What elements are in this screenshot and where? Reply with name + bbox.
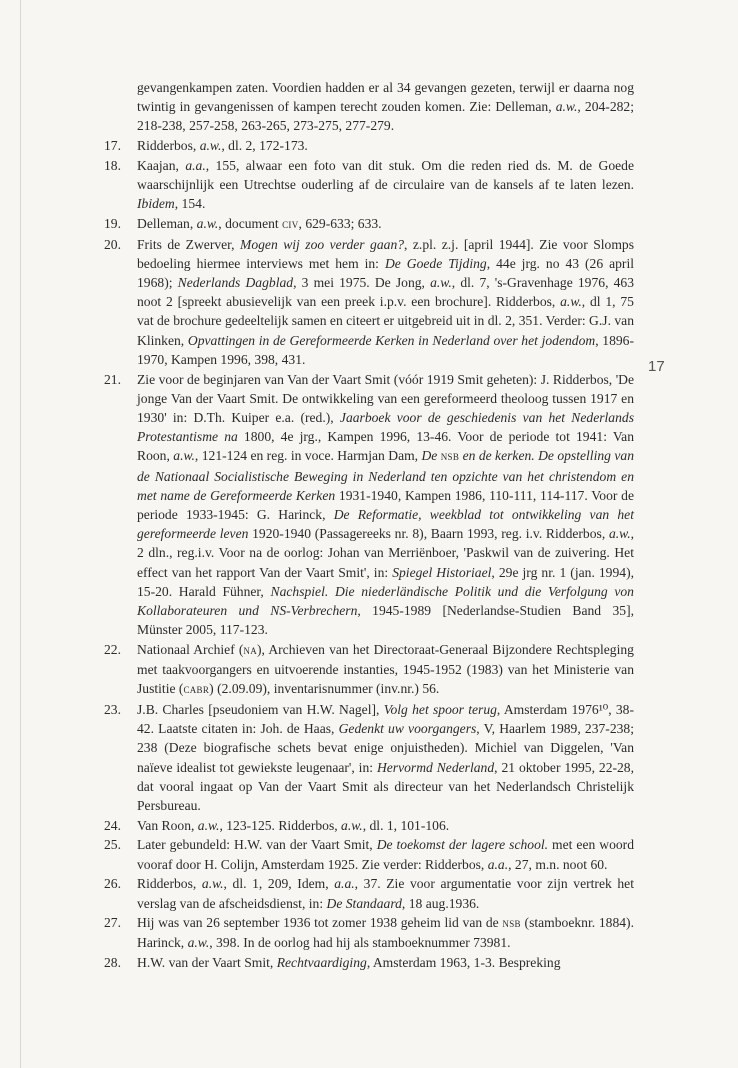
footnote-text-segment: Ridderbos,	[137, 876, 202, 892]
footnote-text-segment: a.w.	[199, 138, 222, 154]
footnote-text-segment: , 21 oktober 1995, 22-28, dat vooral ingaat op Van der Vaart Smit als directeur van het Nederlandsch Christelijk Persbureau.	[137, 759, 635, 814]
footnote-number: 26.	[104, 876, 121, 892]
footnote-text-segment: Nationaal Archief (	[137, 641, 244, 657]
footnote-number: 21.	[104, 371, 121, 387]
footnote-text-segment: , 155, alwaar een foto van dit stuk. Om die reden ried ds. M. de Goede waarschijnlijk een Utrechtse ouderling af de circulaire van de kansels af te laten lezen.	[137, 157, 634, 193]
footnote-text-segment: , 44e jrg. no 43 (26 april 1968);	[137, 255, 635, 291]
footnote-text-segment: , 1896-1970, Kampen 1996, 398, 431.	[137, 332, 635, 367]
footnote-text-segment: a.w.	[197, 817, 220, 833]
footnote-text-segment: , dl. 7, 's-Gravenhage 1976, 463 noot 2 [spreekt abusievelijk van een preek i.p.v. een brochure]. Ridderbos,	[137, 275, 635, 310]
footnote-text	[137, 874, 634, 912]
footnote	[104, 953, 634, 972]
footnote-text-segment: a.a.	[334, 876, 355, 892]
footnote-text	[137, 816, 634, 835]
footnote-text-segment: met een woord vooraf door H. Colijn, Amsterdam 1925. Zie verder: Ridderbos,	[137, 837, 634, 872]
footnote-text-segment: , 204-282; 218-238, 257-258, 263-265, 273-275, 277-279.	[137, 99, 634, 134]
footnote-text-segment: Later gebundeld: H.W. van der Vaart Smit,	[137, 837, 377, 853]
footnote-text-segment: Kaajan,	[137, 157, 186, 173]
footnote-text-segment: , 154.	[174, 196, 206, 212]
footnote-text-segment: a.w.	[555, 99, 578, 115]
footnote	[104, 835, 634, 873]
footnote	[104, 136, 634, 155]
footnote-text-segment: , dl. 2, 172-173.	[221, 138, 308, 154]
footnote-text-segment: Opvattingen in de Gereformeerde Kerken in Nederland over het jodendom	[187, 332, 596, 348]
footnote-text-segment: 1800, 4e jrg., Kampen 1996, 13-46. Voor de periode tot 1941: Van Roon,	[137, 429, 635, 464]
footnote-text-segment: De toekomst der lagere school.	[376, 837, 549, 853]
footnote-text-segment: , Amsterdam 1976¹⁰, 38-42. Laatste citaten in: Joh. de Haas,	[137, 702, 635, 737]
footnote-text-segment: 1931-1940, Kampen 1986, 110-111, 114-117. Voor de periode 1933-1945: G. Harinck,	[137, 487, 634, 522]
footnote-text-segment: H.W. van der Vaart Smit,	[137, 955, 277, 971]
footnote-text-segment: a.w.	[430, 275, 452, 291]
footnote-text-segment: a.a.	[487, 856, 509, 872]
footnote-text-segment: , 1945-1989 [Nederlandse-Studien Band 35], Münster 2005, 117-123.	[137, 602, 634, 638]
footnote-text	[137, 136, 634, 155]
footnote-text-segment: a.w.	[196, 215, 219, 231]
footnote-text-segment: , 37. Zie voor argumentatie voor zijn vertrek het verslag van de afscheidsdienst, in:	[137, 876, 634, 911]
footnote-text-segment: nsb	[440, 449, 460, 464]
footnote-text	[137, 640, 634, 700]
footnote-text-segment: Gedenkt uw voorgangers	[338, 721, 477, 737]
footnote-number: 24.	[104, 817, 121, 833]
footnote-text	[137, 235, 634, 369]
footnote	[104, 156, 634, 214]
footnote-text-segment: Nederlands Dagblad	[177, 275, 294, 291]
footnote-text-segment: , 3 mei 1975. De Jong,	[293, 275, 431, 291]
footnote-text-segment: 1920-1940 (Passagereeks nr. 8), Baarn 1993, reg. i.v. Ridderbos,	[248, 526, 609, 542]
footnote-text-segment: De Goede Tijding	[384, 255, 487, 271]
footnote-text-segment: Mogen wij zoo verder gaan?	[240, 236, 405, 252]
footnote-text-segment: , 398. In de oorlog had hij als stamboeknummer 73981.	[209, 935, 511, 951]
footnote-text-segment: ) (2.09.09), inventarisnummer (inv.nr.) 56.	[209, 681, 440, 697]
footnote-text-segment: Van Roon,	[137, 817, 198, 833]
footnote-text-segment: a.w.	[560, 294, 582, 310]
footnote-number: 19.	[104, 215, 121, 231]
footnote-text-segment: , 18 aug.1936.	[401, 895, 480, 911]
footnote	[104, 700, 634, 815]
footnote-text-segment: Volg het spoor terug	[383, 702, 497, 717]
footnote-text-segment: civ	[282, 216, 299, 231]
footnote-text	[137, 953, 634, 972]
footnote-text-segment: , 29e jrg nr. 1 (jan. 1994), 15-20. Harald Fühner,	[137, 564, 634, 599]
footnote-number: 23.	[104, 702, 121, 717]
footnote-text-segment: , dl. 1, 209, Idem,	[223, 876, 335, 892]
footnote-text-segment: Spiegel Historiael	[392, 564, 492, 580]
footnote-text	[137, 913, 634, 952]
footnote-text-segment: Delleman,	[137, 215, 197, 231]
footnote-text-segment: De	[421, 448, 441, 464]
footnote-text-segment: , z.pl. z.j. [april 1944]. Zie voor Slomps bedoeling hiermee interviews met hem in:	[137, 236, 634, 271]
footnote-text-segment: gevangenkampen zaten. Voordien hadden er al 34 gevangen gezeten, terwijl er daarna nog twintig in gevangenissen of kampen terecht zouden komen. Zie: Delleman,	[137, 80, 634, 115]
footnote	[104, 640, 634, 700]
footnote-text-segment: a.w.	[608, 526, 631, 542]
footnote-text-segment: Rechtvaardiging	[276, 955, 367, 971]
footnote-text-segment: , 2 dln., reg.i.v. Voor na de oorlog: Johan van Merriënboer, 'Paskwil van de zuivering. Het effect van het rapport Van der Vaart Smit', in:	[137, 526, 634, 580]
footnote-text	[137, 835, 634, 873]
page-number: 17	[648, 358, 665, 375]
footnote-text-segment: , V, Haarlem 1989, 237-238; 238 (Deze biografische schets bevat enige onjuistheden). Michiel van Diggelen, 'Van naïeve idealist tot gewiekste leugenaar', in:	[137, 721, 634, 775]
footnote	[104, 816, 634, 835]
footnote	[104, 214, 634, 234]
footnote-text-segment: J.B. Charles [pseudoniem van H.W. Nagel],	[137, 702, 384, 717]
footnote-text-segment: , 123-125. Ridderbos,	[219, 817, 342, 833]
footnote-text-segment: , 27, m.n. noot 60.	[508, 856, 608, 872]
footnote-text-segment: Ridderbos,	[137, 138, 200, 154]
footnote-number: 28.	[104, 955, 121, 971]
scan-edge-line	[20, 0, 21, 1068]
footnote-text-segment: De Standaard	[326, 895, 402, 911]
footnote-text-segment: en de kerken. De opstelling van de Nationaal Socialistische Beweging in Nederland ten opzichte van het christendom en met name de Gereformeerde Kerken	[137, 448, 634, 503]
footnote-text	[137, 78, 634, 136]
footnote-text-segment: a.w.	[173, 448, 195, 464]
footnote-number: 18.	[104, 157, 121, 173]
footnote-text-segment: na	[243, 642, 258, 657]
footnote	[104, 874, 634, 912]
footnote-number: 20.	[104, 236, 121, 252]
footnote-text-segment: (stamboeknr. 1884). Harinck,	[137, 915, 634, 951]
footnote-text-segment: nsb	[502, 916, 521, 931]
footnote-text-segment: , dl. 1, 101-106.	[362, 817, 450, 833]
footnote-number: 25.	[104, 837, 121, 853]
footnote-text-segment: Nachspiel. Die niederländische Politik und die Verfolgung von Kollaborateuren und NS-Verbrechern	[137, 583, 634, 618]
footnote-text-segment: Hij was van 26 september 1936 tot zomer 1938 geheim lid van de	[137, 915, 503, 931]
footnote-text-segment: , 629-633; 633.	[298, 215, 382, 231]
footnote-text-segment: , Amsterdam 1963, 1-3. Bespreking	[366, 955, 561, 971]
footnote-number: 27.	[104, 915, 121, 931]
footnotes-list	[104, 78, 634, 973]
footnote-text-segment: Frits de Zwerver,	[137, 236, 241, 252]
footnote-text-segment: a.w.	[201, 876, 224, 892]
footnote	[104, 78, 634, 136]
footnote-text	[137, 214, 634, 234]
footnote	[104, 913, 634, 952]
footnote-text	[137, 370, 634, 640]
footnote-text-segment: , document	[218, 215, 283, 231]
footnote	[104, 235, 634, 369]
footnote-text-segment: cabr	[183, 682, 210, 697]
footnote-text-segment: a.w.	[187, 935, 210, 951]
footnote-number: 22.	[104, 641, 121, 657]
footnote-text-segment: a.a.	[185, 157, 206, 173]
footnote-text-segment: Jaarboek voor de geschiedenis van het Nederlands Protestantisme na	[137, 409, 634, 445]
footnote-text-segment: ), Archieven van het Directoraat-Generaal Bijzondere Rechtspleging met taakvoorgangers en uitvoerende instanties, 1945-1952 (1983) van het Ministerie van Justitie (	[137, 641, 634, 697]
footnote-text-segment: De Reformatie, weekblad tot ontwikkeling van het gereformeerde leven	[137, 506, 634, 542]
footnote-text-segment: , 121-124 en reg. in voce. Harmjan Dam,	[194, 448, 422, 464]
footnote-text-segment: , dl 1, 75 vat de brochure gedeeltelijk samen en citeert er uitgebreid uit in dl. 2, 351. Verder: G.J. van Klinken,	[137, 294, 634, 348]
footnote-text-segment: Zie voor de beginjaren van Van der Vaart Smit (vóór 1919 Smit geheten): J. Ridderbos, 'De jonge Van der Vaart Smit. De ontwikkeling van een gereformeerd theoloog tussen 1917 en 1930' in: D.Th. Kuiper e.a. (red.),	[137, 371, 634, 425]
footnote-text	[137, 156, 634, 214]
footnote	[104, 370, 634, 640]
footnote-text-segment: a.w.	[341, 817, 363, 833]
footnote-text-segment: Hervormd Nederland	[376, 759, 495, 775]
footnote-text-segment: Ibidem	[137, 196, 175, 212]
footnote-text	[137, 700, 634, 815]
footnote-number: 17.	[104, 138, 121, 154]
